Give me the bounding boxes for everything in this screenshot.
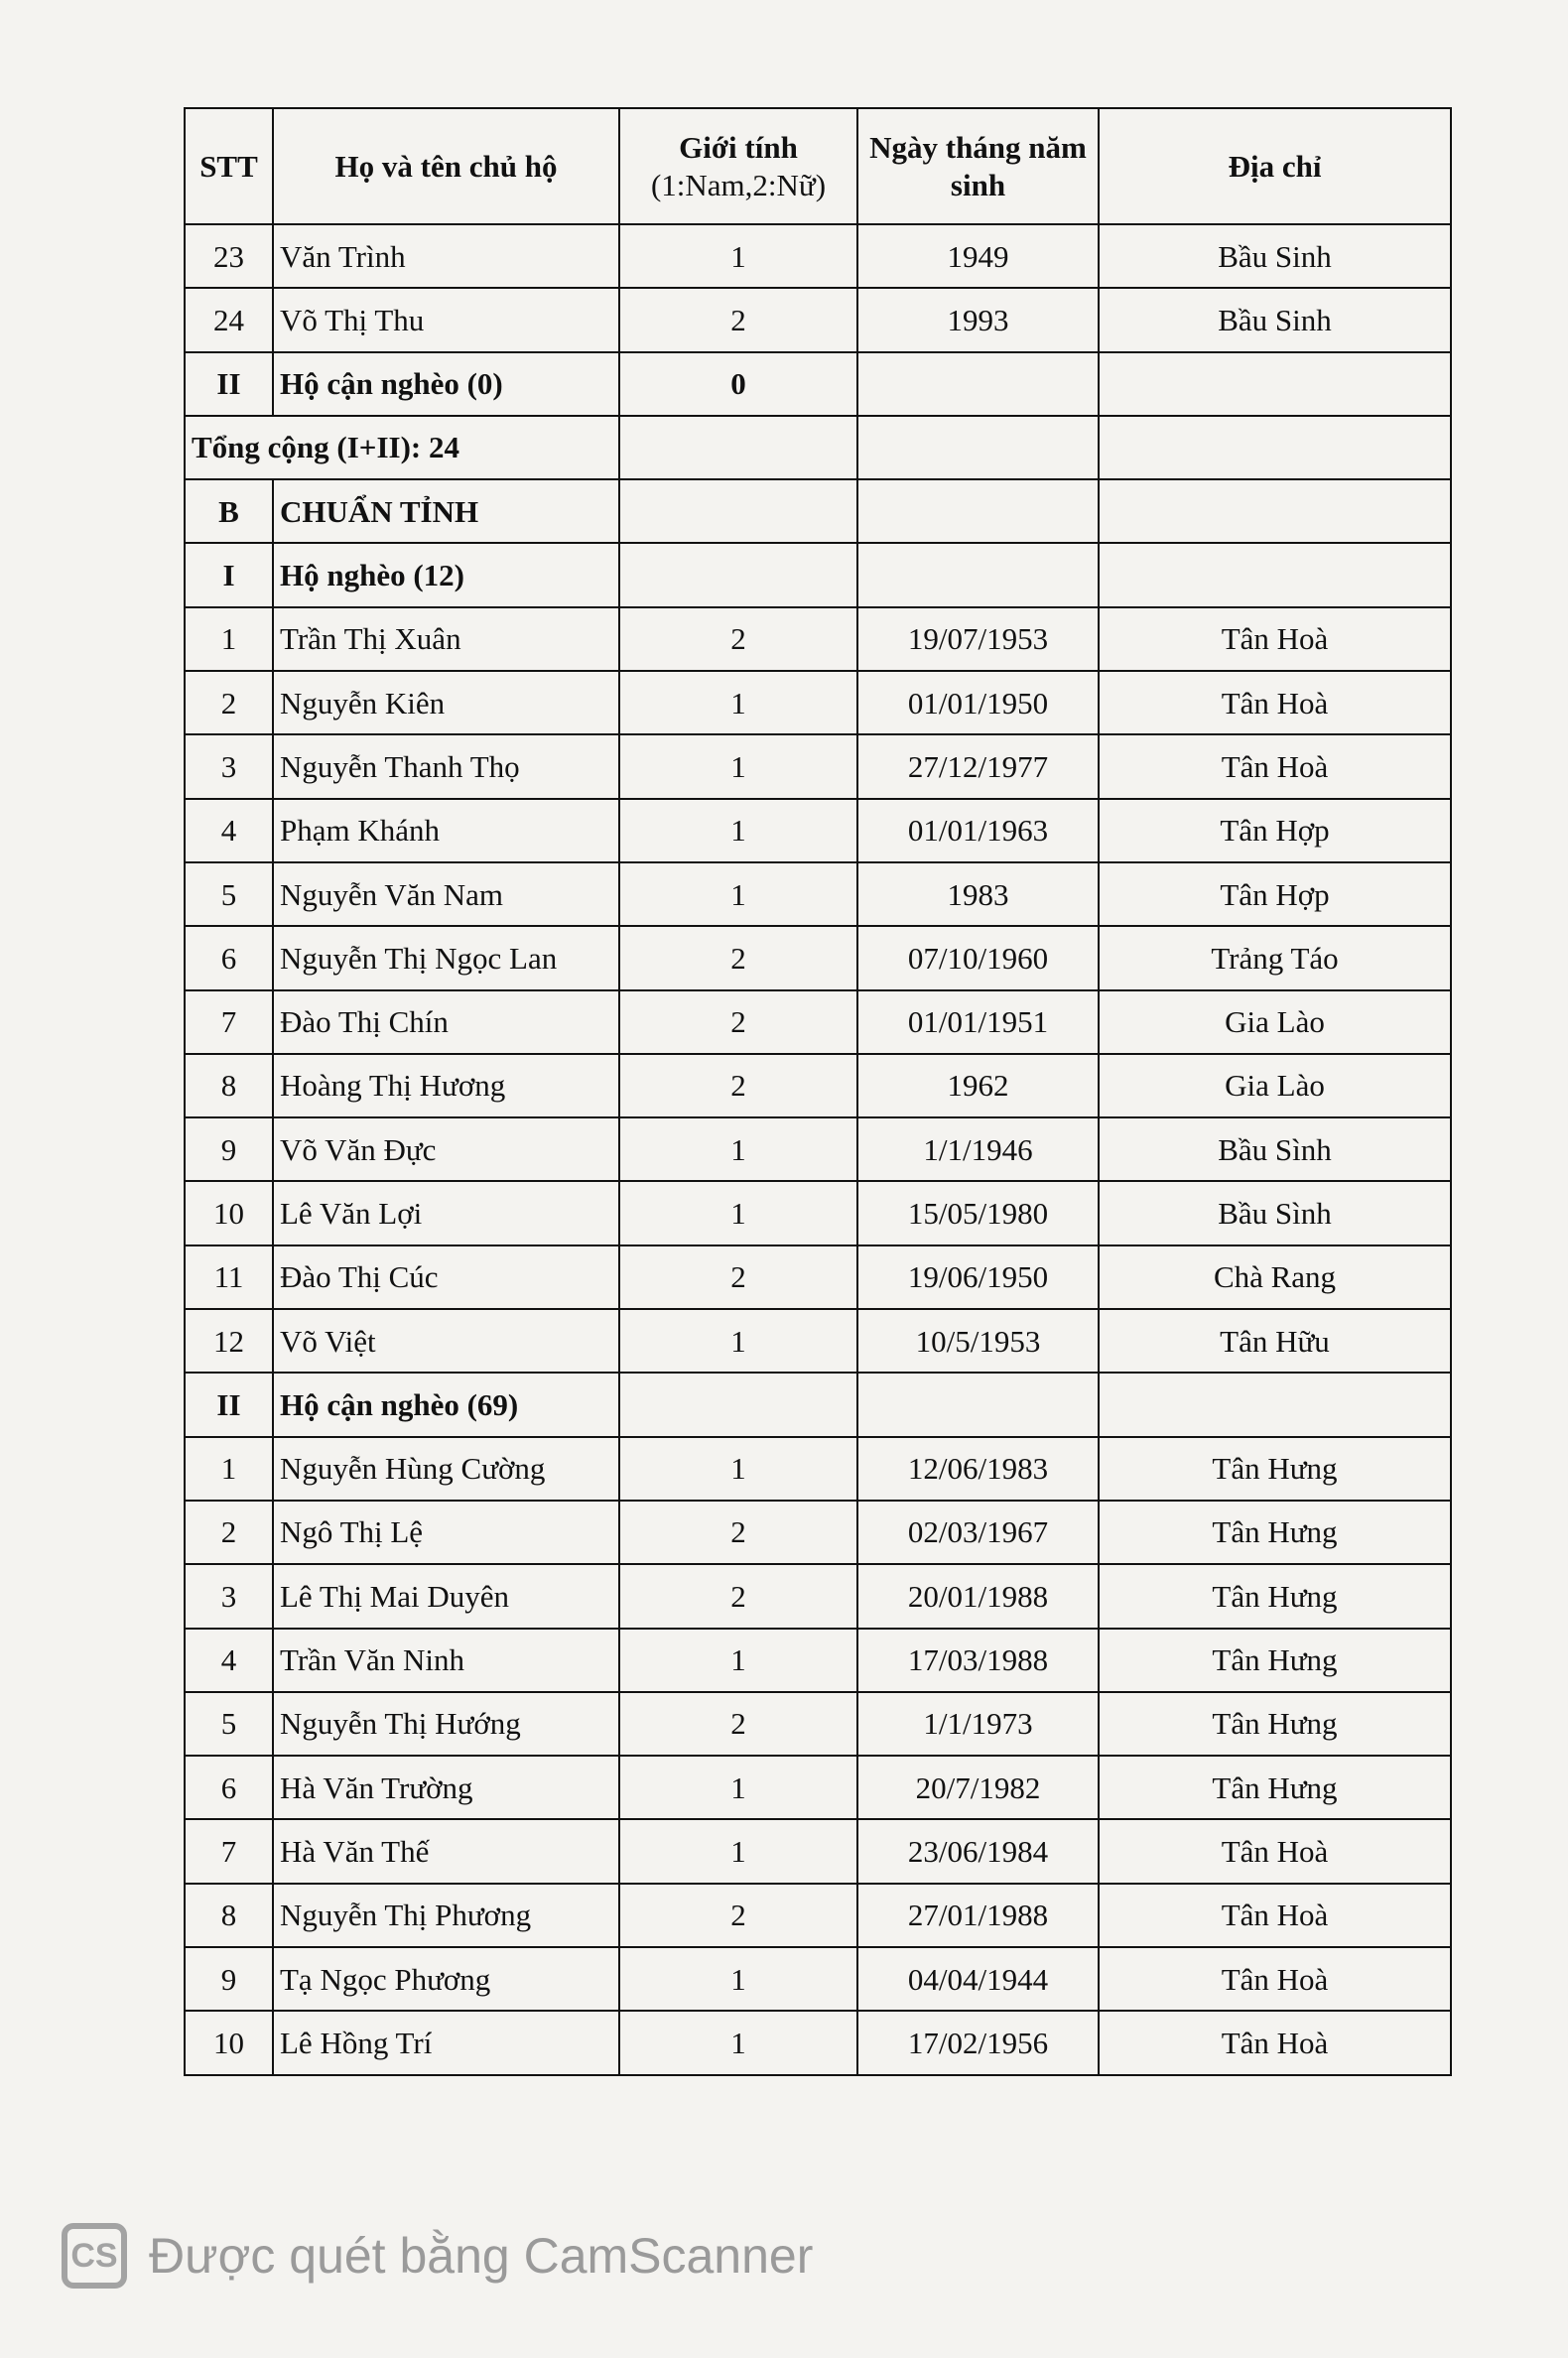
- table-row: [185, 1437, 1451, 1501]
- cell-dob: 1949: [857, 224, 1099, 288]
- cell-address: [1099, 352, 1451, 416]
- cell-stt: 6: [185, 1756, 273, 1819]
- cell-stt: 24: [185, 288, 273, 351]
- cell-dob: 1993: [857, 288, 1099, 351]
- cell-stt: 4: [185, 1629, 273, 1692]
- table-row: [185, 224, 1451, 288]
- table-row: [185, 926, 1451, 989]
- cell-dob: 23/06/1984: [857, 1819, 1099, 1883]
- cell-dob: 17/02/1956: [857, 2011, 1099, 2074]
- cell-gender: 2: [619, 607, 857, 671]
- cell-name: CHUẨN TỈNH: [273, 479, 619, 543]
- cell-stt: 8: [185, 1054, 273, 1117]
- cell-name: Nguyễn Hùng Cường: [273, 1437, 619, 1501]
- cell-name: Lê Thị Mai Duyên: [273, 1564, 619, 1628]
- camscanner-watermark: [62, 2223, 813, 2289]
- cell-name: Võ Thị Thu: [273, 288, 619, 351]
- cell-stt: 7: [185, 1819, 273, 1883]
- cell-address: Bầu Sinh: [1099, 288, 1451, 351]
- cell-dob: 01/01/1951: [857, 990, 1099, 1054]
- cell-gender: 1: [619, 1437, 857, 1501]
- cell-gender: 2: [619, 926, 857, 989]
- cell-name: Lê Văn Lợi: [273, 1181, 619, 1244]
- cell-dob: 17/03/1988: [857, 1629, 1099, 1692]
- cell-dob: 20/7/1982: [857, 1756, 1099, 1819]
- cell-gender: 1: [619, 1181, 857, 1244]
- section-row: [185, 352, 1451, 416]
- cell-name: Hộ cận nghèo (0): [273, 352, 619, 416]
- cell-stt: 2: [185, 1501, 273, 1564]
- cell-stt: B: [185, 479, 273, 543]
- cell-address: Tân Hoà: [1099, 1819, 1451, 1883]
- cell-name: Hộ cận nghèo (69): [273, 1373, 619, 1436]
- cell-name: Nguyễn Thị Phương: [273, 1884, 619, 1947]
- table-row: [185, 1117, 1451, 1181]
- cell-address: Gia Lào: [1099, 990, 1451, 1054]
- cell-stt: I: [185, 543, 273, 606]
- cell-stt: II: [185, 1373, 273, 1436]
- cell-address: Tân Hưng: [1099, 1756, 1451, 1819]
- cell-name: Nguyễn Văn Nam: [273, 862, 619, 926]
- cell-dob: 19/06/1950: [857, 1245, 1099, 1309]
- cell-dob: 10/5/1953: [857, 1309, 1099, 1373]
- table-row: [185, 1181, 1451, 1244]
- cell-gender: 1: [619, 862, 857, 926]
- cell-name: Ngô Thị Lệ: [273, 1501, 619, 1564]
- cell-stt: 1: [185, 1437, 273, 1501]
- cell-address: [1099, 479, 1451, 543]
- cell-gender: 1: [619, 2011, 857, 2074]
- cell-gender: 2: [619, 1692, 857, 1756]
- cell-gender: 1: [619, 1947, 857, 2011]
- cell-dob: 27/12/1977: [857, 734, 1099, 798]
- cell-gender: 2: [619, 1564, 857, 1628]
- cell-address: Tân Hoà: [1099, 734, 1451, 798]
- watermark-text: Được quét bằng CamScanner: [149, 2228, 814, 2284]
- cell-address: Gia Lào: [1099, 1054, 1451, 1117]
- cell-address: Bầu Sình: [1099, 1117, 1451, 1181]
- header-gender-label: Giới tính: [679, 130, 798, 166]
- table-row: [185, 862, 1451, 926]
- camscanner-logo: CS: [62, 2223, 127, 2289]
- cell-gender: 0: [619, 352, 857, 416]
- section-row: [185, 543, 1451, 606]
- cell-address: Tân Hữu: [1099, 1309, 1451, 1373]
- cell-name: Phạm Khánh: [273, 799, 619, 862]
- table-row: [185, 1501, 1451, 1564]
- cell-gender: 1: [619, 1756, 857, 1819]
- cell-name: Trần Văn Ninh: [273, 1629, 619, 1692]
- cell-address: Tân Hoà: [1099, 1884, 1451, 1947]
- cell-dob: 1/1/1946: [857, 1117, 1099, 1181]
- cell-gender: [619, 543, 857, 606]
- cell-gender: 2: [619, 288, 857, 351]
- cell-address: Tân Hoà: [1099, 671, 1451, 734]
- cell-gender: 1: [619, 1117, 857, 1181]
- cell-address: Tân Hưng: [1099, 1629, 1451, 1692]
- cell-stt: 8: [185, 1884, 273, 1947]
- cell-gender: 2: [619, 1884, 857, 1947]
- cell-dob: 1983: [857, 862, 1099, 926]
- cell-empty: [857, 416, 1099, 479]
- cell-address: Tân Hợp: [1099, 799, 1451, 862]
- cell-stt: II: [185, 352, 273, 416]
- cell-gender: 1: [619, 1629, 857, 1692]
- header-stt: STT: [185, 108, 273, 224]
- header-dob: Ngày tháng năm sinh: [857, 108, 1099, 224]
- cell-dob: 12/06/1983: [857, 1437, 1099, 1501]
- cell-stt: 9: [185, 1117, 273, 1181]
- cell-stt: 4: [185, 799, 273, 862]
- cell-gender: 1: [619, 224, 857, 288]
- cell-name: Hà Văn Thế: [273, 1819, 619, 1883]
- cell-dob: [857, 479, 1099, 543]
- table-row: [185, 1947, 1451, 2011]
- cell-gender: 2: [619, 1501, 857, 1564]
- cell-stt: 23: [185, 224, 273, 288]
- cell-stt: 9: [185, 1947, 273, 2011]
- cell-empty: [619, 416, 857, 479]
- cell-name: Lê Hồng Trí: [273, 2011, 619, 2074]
- cell-name: Hoàng Thị Hương: [273, 1054, 619, 1117]
- cell-name: Võ Việt: [273, 1309, 619, 1373]
- cell-gender: 1: [619, 671, 857, 734]
- cell-dob: 04/04/1944: [857, 1947, 1099, 2011]
- cell-gender: 1: [619, 1309, 857, 1373]
- cell-gender: 1: [619, 1819, 857, 1883]
- cell-dob: 02/03/1967: [857, 1501, 1099, 1564]
- cell-stt: 5: [185, 1692, 273, 1756]
- cell-stt: 10: [185, 2011, 273, 2074]
- table-row: [185, 1692, 1451, 1756]
- cell-name: Trần Thị Xuân: [273, 607, 619, 671]
- cell-stt: 5: [185, 862, 273, 926]
- cell-name: Nguyễn Thị Hướng: [273, 1692, 619, 1756]
- cell-address: Bầu Sinh: [1099, 224, 1451, 288]
- cell-address: Chà Rang: [1099, 1245, 1451, 1309]
- cell-stt: 1: [185, 607, 273, 671]
- cell-dob: 27/01/1988: [857, 1884, 1099, 1947]
- cell-address: [1099, 1373, 1451, 1436]
- cell-gender: 2: [619, 990, 857, 1054]
- cell-address: Tân Hợp: [1099, 862, 1451, 926]
- cell-total: Tổng cộng (I+II): 24: [185, 416, 619, 479]
- cell-address: Tân Hoà: [1099, 607, 1451, 671]
- cell-stt: 10: [185, 1181, 273, 1244]
- table-row: [185, 1054, 1451, 1117]
- header-name: Họ và tên chủ hộ: [273, 108, 619, 224]
- table-row: [185, 607, 1451, 671]
- cell-stt: 2: [185, 671, 273, 734]
- table-row: [185, 1819, 1451, 1883]
- cell-stt: 7: [185, 990, 273, 1054]
- table-header-row: [185, 108, 1451, 224]
- cell-stt: 11: [185, 1245, 273, 1309]
- section-row: [185, 479, 1451, 543]
- cell-stt: 3: [185, 1564, 273, 1628]
- table-row: [185, 1309, 1451, 1373]
- cell-gender: 2: [619, 1245, 857, 1309]
- cell-address: Tân Hưng: [1099, 1564, 1451, 1628]
- table-row: [185, 671, 1451, 734]
- cell-address: Tân Hoà: [1099, 1947, 1451, 2011]
- cell-name: Hộ nghèo (12): [273, 543, 619, 606]
- table-row: [185, 1564, 1451, 1628]
- cell-dob: [857, 352, 1099, 416]
- cell-name: Tạ Ngọc Phương: [273, 1947, 619, 2011]
- cell-name: Nguyễn Thanh Thọ: [273, 734, 619, 798]
- cell-dob: 19/07/1953: [857, 607, 1099, 671]
- cell-dob: [857, 1373, 1099, 1436]
- cell-name: Võ Văn Đực: [273, 1117, 619, 1181]
- cell-dob: 01/01/1950: [857, 671, 1099, 734]
- section-row: [185, 1373, 1451, 1436]
- cell-gender: [619, 479, 857, 543]
- cell-stt: 3: [185, 734, 273, 798]
- cell-address: Tân Hoà: [1099, 2011, 1451, 2074]
- table-row: [185, 1884, 1451, 1947]
- cell-dob: 1/1/1973: [857, 1692, 1099, 1756]
- header-gender: [619, 108, 857, 224]
- cell-stt: 12: [185, 1309, 273, 1373]
- cell-dob: [857, 543, 1099, 606]
- cell-gender: 1: [619, 799, 857, 862]
- table-row: [185, 734, 1451, 798]
- cell-empty: [1099, 416, 1451, 479]
- cell-name: Đào Thị Chín: [273, 990, 619, 1054]
- cell-dob: 01/01/1963: [857, 799, 1099, 862]
- table-row: [185, 1245, 1451, 1309]
- cell-name: Hà Văn Trường: [273, 1756, 619, 1819]
- cell-name: Văn Trình: [273, 224, 619, 288]
- cell-dob: 07/10/1960: [857, 926, 1099, 989]
- cell-address: Tân Hưng: [1099, 1437, 1451, 1501]
- cell-dob: 20/01/1988: [857, 1564, 1099, 1628]
- cell-address: [1099, 543, 1451, 606]
- cell-stt: 6: [185, 926, 273, 989]
- cell-address: Trảng Táo: [1099, 926, 1451, 989]
- total-row: [185, 416, 1451, 479]
- table-row: [185, 1629, 1451, 1692]
- cell-gender: 2: [619, 1054, 857, 1117]
- cell-address: Bầu Sình: [1099, 1181, 1451, 1244]
- cell-gender: [619, 1373, 857, 1436]
- cell-dob: 1962: [857, 1054, 1099, 1117]
- table-row: [185, 799, 1451, 862]
- cell-dob: 15/05/1980: [857, 1181, 1099, 1244]
- cell-name: Đào Thị Cúc: [273, 1245, 619, 1309]
- cell-name: Nguyễn Kiên: [273, 671, 619, 734]
- table-row: [185, 990, 1451, 1054]
- household-table: [184, 107, 1452, 2076]
- header-gender-sub: (1:Nam,2:Nữ): [650, 167, 827, 202]
- table-row: [185, 2011, 1451, 2074]
- cell-gender: 1: [619, 734, 857, 798]
- cell-name: Nguyễn Thị Ngọc Lan: [273, 926, 619, 989]
- table-row: [185, 1756, 1451, 1819]
- cell-address: Tân Hưng: [1099, 1692, 1451, 1756]
- cell-address: Tân Hưng: [1099, 1501, 1451, 1564]
- header-address: Địa chỉ: [1099, 108, 1451, 224]
- table-row: [185, 288, 1451, 351]
